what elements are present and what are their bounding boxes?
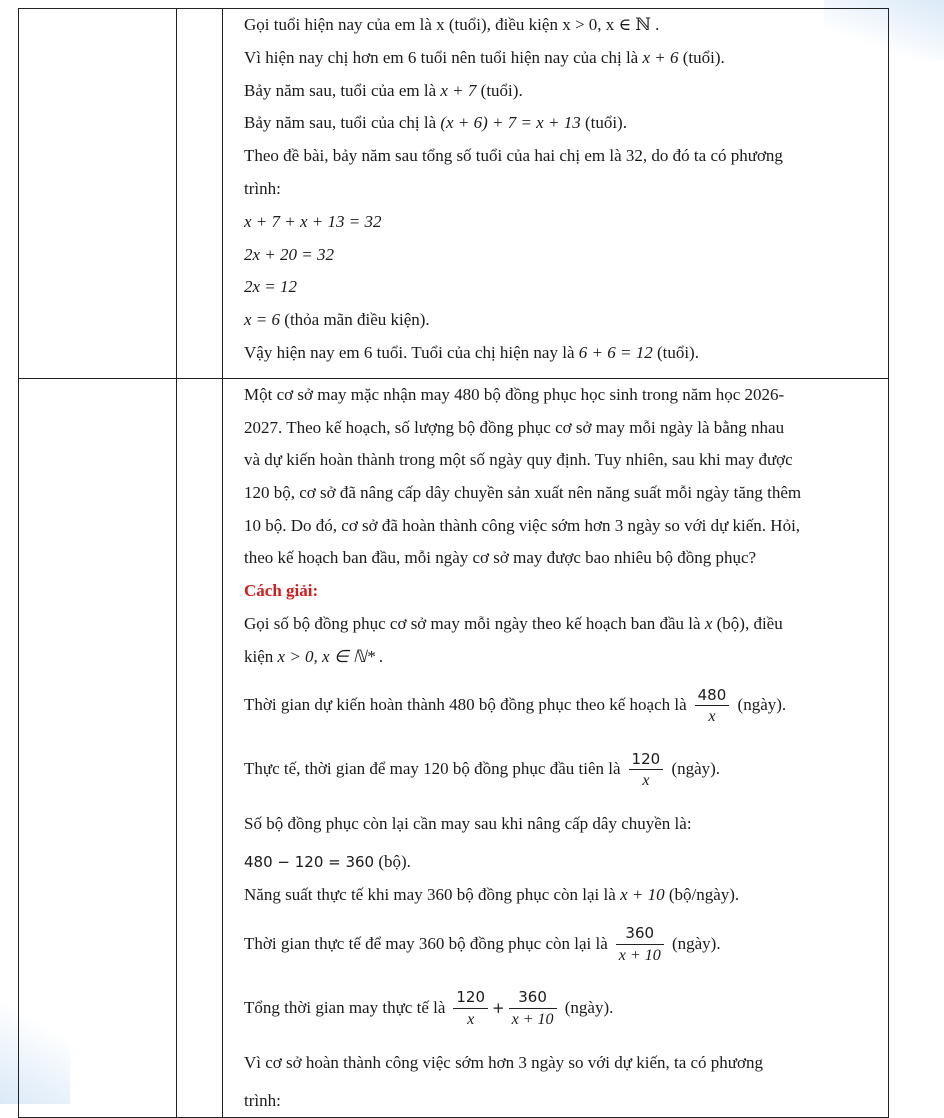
- table-row: [19, 379, 889, 1118]
- math-expression: x > 0, x ∈ ℕ* .: [277, 646, 384, 666]
- equation-line: 2x + 20 = 32: [244, 244, 334, 264]
- math-expression: 480 − 120 = 360: [244, 853, 375, 872]
- fraction: $\frac{120}{x}$: [629, 751, 664, 790]
- empty-cell-col1: [19, 379, 177, 1118]
- empty-cell-col2: [177, 379, 223, 1118]
- text-line: Tổng thời gian may thực tế là $\frac{120}{x}$ + $\frac{360}{x + 10}$ (ngày).: [244, 988, 614, 1028]
- text-line: Số bộ đồng phục còn lại cần may sau khi nâng cấp dây chuyền là:: [244, 814, 692, 834]
- text-line: Vì cơ sở hoàn thành công việc sớm hơn 3 ngày so với dự kiến, ta có phương: [244, 1052, 764, 1072]
- fraction: $\frac{360}{x + 10}$: [616, 925, 664, 964]
- equation-line: x = 6 (thỏa mãn điều kiện).: [244, 310, 430, 330]
- equation-line: x + 7 + x + 13 = 32: [244, 211, 382, 231]
- text-line: Bảy năm sau, tuổi của em là x + 7 (tuổi).: [244, 80, 523, 100]
- text-line: trình:: [244, 1090, 281, 1110]
- table-row: [19, 9, 889, 379]
- text-line: Gọi tuổi hiện nay của em là x (tuổi), điều kiện x > 0, x ∈ ℕ .: [244, 15, 660, 34]
- math-expression: 6 + 6 = 12: [578, 342, 653, 362]
- solution-heading: Cách giải:: [244, 581, 319, 601]
- text-line: kiện x > 0, x ∈ ℕ* .: [244, 646, 384, 666]
- math-expression: x: [704, 613, 713, 633]
- math-expression: x + 10: [620, 884, 665, 904]
- math-expression: (x + 6) + 7 = x + 13: [440, 113, 581, 133]
- solution-cell-uniform: [223, 379, 889, 1118]
- problem-line: và dự kiến hoàn thành trong một số ngày quy định. Tuy nhiên, sau khi may được: [244, 450, 793, 470]
- uniform-problem-text: [223, 379, 888, 1117]
- problem-line: theo kế hoạch ban đầu, mỗi ngày cơ sở may được bao nhiêu bộ đồng phục?: [244, 548, 757, 568]
- text-line: Thực tế, thời gian để may 120 bộ đồng phục đầu tiên là $\frac{120}{x}$ (ngày).: [244, 749, 721, 790]
- fraction: $\frac{360}{x + 10}$: [509, 989, 557, 1028]
- empty-cell-col1: [19, 9, 177, 379]
- math-expression: x + 6: [642, 47, 679, 67]
- solution-cell-age: [223, 9, 889, 379]
- text-line: Thời gian dự kiến hoàn thành 480 bộ đồng phục theo kế hoạch là $\frac{480}{x}$ (ngày).: [244, 685, 787, 726]
- fraction: $\frac{480}{x}$: [695, 687, 730, 726]
- problem-line: 120 bộ, cơ sở đã nâng cấp dây chuyền sản xuất nên năng suất mỗi ngày tăng thêm: [244, 483, 802, 503]
- text-line: Thời gian thực tế để may 360 bộ đồng phục còn lại là $\frac{360}{x + 10}$ (ngày).: [244, 924, 721, 964]
- fraction: $\frac{120}{x}$: [453, 989, 488, 1028]
- text-line: Vì hiện nay chị hơn em 6 tuổi nên tuổi hiện nay của chị là x + 6 (tuổi).: [244, 47, 725, 67]
- problem-line: 10 bộ. Do đó, cơ sở đã hoàn thành công việc sớm hơn 3 ngày so với dự kiến. Hỏi,: [244, 515, 801, 535]
- text-line: trình:: [244, 178, 281, 198]
- equation-line: 2x = 12: [244, 277, 298, 297]
- text-line: Theo đề bài, bảy năm sau tổng số tuổi của hai chị em là 32, do đó ta có phương: [244, 146, 783, 166]
- age-solution-text: [223, 9, 888, 370]
- text-line: Năng suất thực tế khi may 360 bộ đồng phục còn lại là x + 10 (bộ/ngày).: [244, 884, 740, 904]
- problem-line: 2027. Theo kế hoạch, số lượng bộ đồng phục cơ sở may mỗi ngày là bằng nhau: [244, 417, 785, 437]
- equation-line: 480 − 120 = 360 (bộ).: [244, 852, 411, 872]
- problem-line: Một cơ sở may mặc nhận may 480 bộ đồng phục học sinh trong năm học 2026-: [244, 385, 785, 404]
- text-line: Gọi số bộ đồng phục cơ sở may mỗi ngày theo kế hoạch ban đầu là x (bộ), điều: [244, 613, 783, 633]
- text-line: Vậy hiện nay em 6 tuổi. Tuổi của chị hiện nay là 6 + 6 = 12 (tuổi).: [244, 342, 699, 362]
- empty-cell-col2: [177, 9, 223, 379]
- text-line: Bảy năm sau, tuổi của chị là (x + 6) + 7 = x + 13 (tuổi).: [244, 113, 627, 133]
- math-expression: x + 7: [440, 80, 477, 100]
- solution-table: [18, 8, 889, 1118]
